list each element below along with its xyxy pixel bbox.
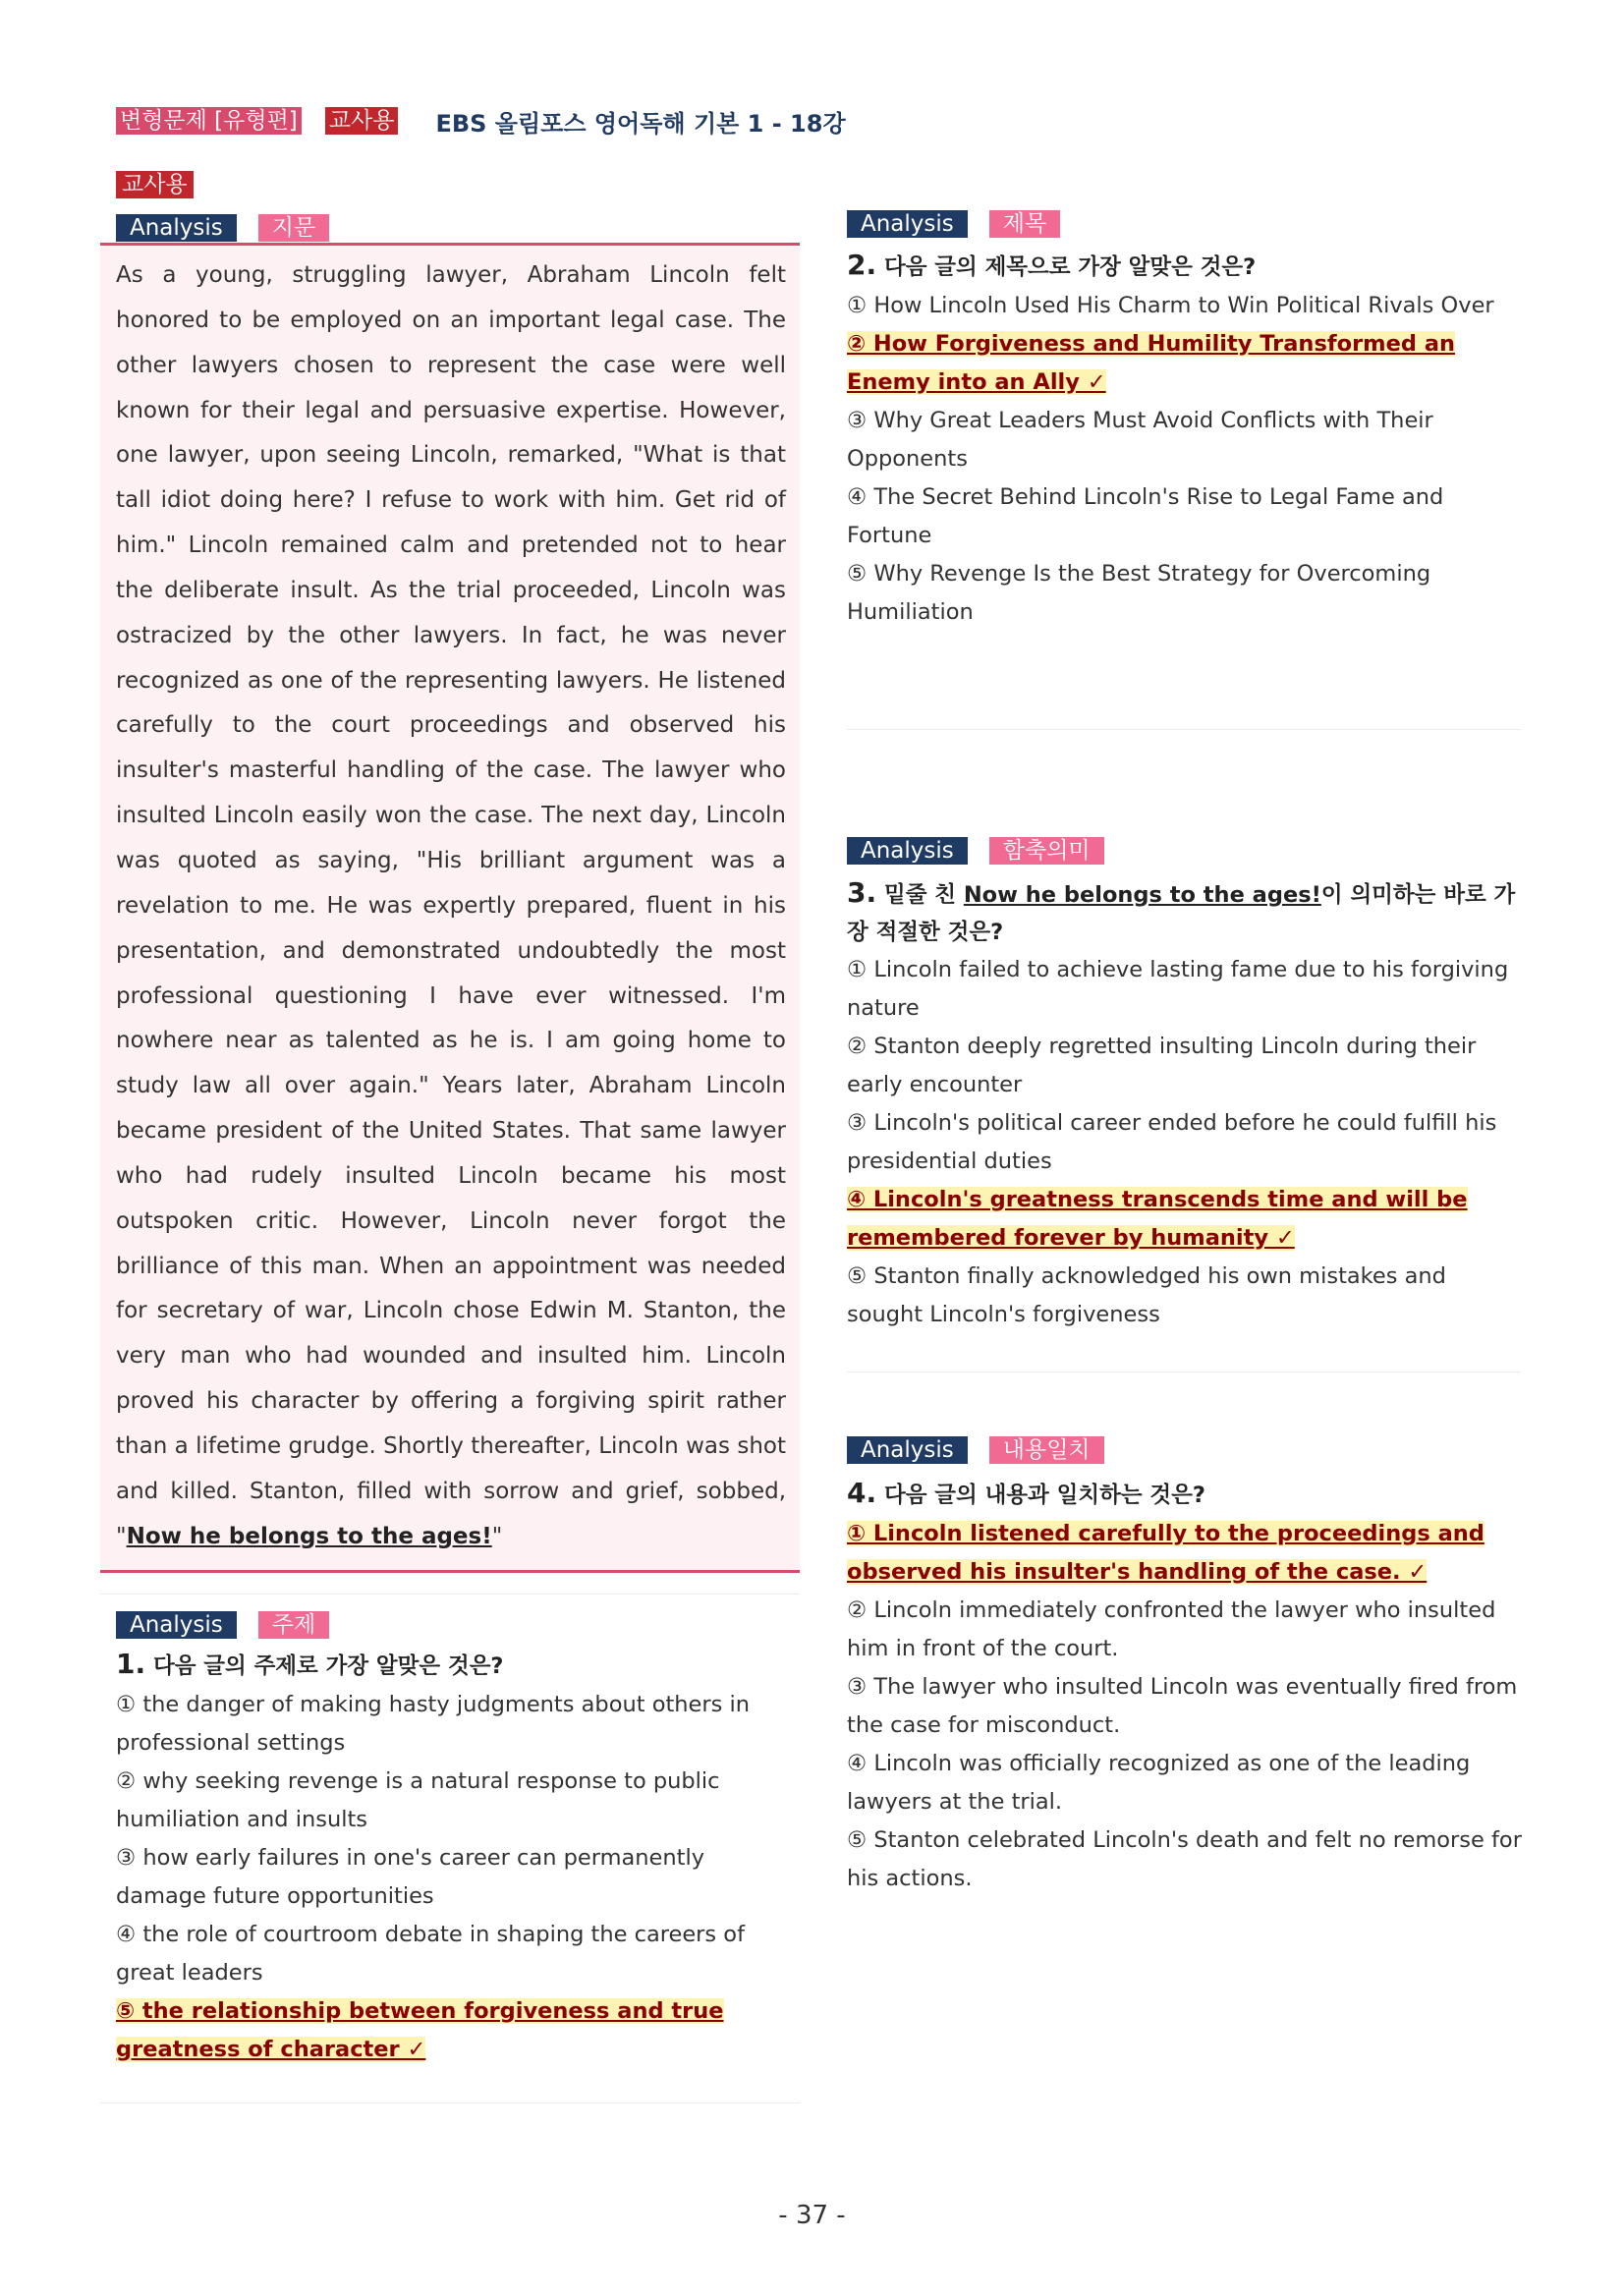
page-header [116, 104, 846, 138]
question-prompt: 4. 다음 글의 내용과 일치하는 것은? [847, 1477, 1205, 1509]
question-prompt: 2. 다음 글의 제목으로 가장 알맞은 것은? [847, 249, 1257, 281]
option-5[interactable]: ⑤ Stanton finally acknowledged his own mistakes and sought Lincoln's forgiveness [847, 1263, 1446, 1327]
option-3[interactable]: ③ Lincoln's political career ended before he could fulfill his presidential duties [847, 1110, 1497, 1174]
analysis-badge: Analysis [847, 1436, 968, 1464]
option-2[interactable]: ② Stanton deeply regretted insulting Lincoln during their early encounter [847, 1034, 1477, 1097]
section-badge-topic: 주제 [258, 1611, 329, 1639]
q1-label [116, 1611, 329, 1639]
question-prompt: 3. 밑줄 친 Now he belongs to the ages!이 의미하는 바로 가장 적절한 것은? [847, 876, 1516, 945]
option-5[interactable]: ⑤ Stanton celebrated Lincoln's death and felt no remorse for his actions. [847, 1827, 1522, 1891]
teacher-label: 교사용 [116, 171, 194, 198]
section-badge-passage: 지문 [258, 214, 329, 242]
option-5-correct[interactable]: ⑤ the relationship between forgiveness and true greatness of character ✓ [116, 1998, 724, 2062]
section-badge-title: 제목 [989, 210, 1060, 238]
analysis-badge: Analysis [116, 214, 237, 242]
divider [100, 2102, 800, 2103]
option-3[interactable]: ③ how early failures in one's career can permanently damage future opportunities [116, 1845, 705, 1909]
analysis-badge: Analysis [847, 210, 968, 238]
underlined-phrase: Now he belongs to the ages! [126, 1523, 492, 1549]
section-badge-content: 내용일치 [989, 1436, 1104, 1464]
passage-box [100, 243, 800, 1573]
option-2-correct[interactable]: ② How Forgiveness and Humility Transformed an Enemy into an Ally ✓ [847, 331, 1456, 395]
passage-text: As a young, struggling lawyer, Abraham Lincoln felt honored to be employed on an important legal case. The other lawyers chosen to represent the case were well known for their legal and persuasive expertise. However, one lawyer, upon seeing Lincoln, remarked, "What is that tall idiot doing here? I refuse to work with him. Get rid of him." Lincoln remained calm and pretended not to hear the deliberate insult. As the trial proceeded, Lincoln was ostracized by the other lawyers. In fact, he was never recognized as one of the representing lawyers. He listened carefully to the court proceedings and observed his insulter's masterful handling of the case. The lawyer who insulted Lincoln easily won the case. The next day, Lincoln was quoted as saying, "His brilliant argument was a revelation to me. He was expertly prepared, fluent in his presentation, and demonstrated undoubtedly the most professional questioning I have ever witnessed. I'm nowhere near as talented as he is. I am going home to study law all over again." Years later, Abraham Lincoln became president of the United States. That same lawyer who had rudely insulted Lincoln became his most outspoken critic. However, Lincoln never forgot the brilliance of this man. When an appointment was needed for secretary of war, Lincoln chose Edwin M. Stanton, the very man who had wounded and insulted him. Lincoln proved his character by offering a forgiving spirit rather than a lifetime grudge. Shortly thereafter, Lincoln was shot and killed. Stanton, filled with sorrow and grief, sobbed, "Now he belongs to the ages!" [116, 262, 786, 1549]
option-4[interactable]: ④ Lincoln was officially recognized as one of the leading lawyers at the trial. [847, 1751, 1471, 1815]
question-4 [847, 1474, 1525, 1898]
underlined-phrase: Now he belongs to the ages! [963, 882, 1321, 908]
header-title: EBS 올림포스 영어독해 기본 1 - 18강 [435, 109, 846, 138]
option-1-correct[interactable]: ① Lincoln listened carefully to the proceedings and observed his insulter's handling of the case. ✓ [847, 1521, 1484, 1585]
question-2 [847, 246, 1525, 632]
option-1[interactable]: ① How Lincoln Used His Charm to Win Political Rivals Over [847, 293, 1494, 318]
question-1 [116, 1645, 786, 2069]
analysis-badge: Analysis [116, 1611, 237, 1639]
option-1[interactable]: ① the danger of making hasty judgments about others in professional settings [116, 1692, 751, 1756]
q2-label [847, 210, 1060, 238]
analysis-badge: Analysis [847, 837, 968, 865]
option-3[interactable]: ③ The lawyer who insulted Lincoln was eventually fired from the case for misconduct. [847, 1674, 1518, 1738]
option-1[interactable]: ① Lincoln failed to achieve lasting fame due to his forgiving nature [847, 957, 1509, 1021]
option-5[interactable]: ⑤ Why Revenge Is the Best Strategy for Overcoming Humiliation [847, 561, 1431, 625]
option-4[interactable]: ④ The Secret Behind Lincoln's Rise to Legal Fame and Fortune [847, 484, 1444, 548]
section-badge-implication: 함축의미 [989, 837, 1104, 865]
divider [847, 729, 1521, 730]
question-prompt: 1. 다음 글의 주제로 가장 알맞은 것은? [116, 1648, 504, 1680]
question-3 [847, 874, 1525, 1334]
option-4-correct[interactable]: ④ Lincoln's greatness transcends time and will be remembered forever by humanity ✓ [847, 1187, 1468, 1251]
option-4[interactable]: ④ the role of courtroom debate in shaping the careers of great leaders [116, 1922, 745, 1986]
teacher-tag: 교사용 [325, 107, 399, 135]
passage-label [116, 214, 329, 242]
type-tag: 변형문제 [유형편] [116, 107, 302, 135]
divider [100, 1594, 800, 1595]
q3-label [847, 837, 1104, 865]
option-2[interactable]: ② Lincoln immediately confronted the lawyer who insulted him in front of the court. [847, 1597, 1496, 1661]
option-3[interactable]: ③ Why Great Leaders Must Avoid Conflicts with Their Opponents [847, 408, 1433, 472]
option-2[interactable]: ② why seeking revenge is a natural response to public humiliation and insults [116, 1768, 720, 1832]
page-number: - 37 - [778, 2201, 846, 2230]
q4-label [847, 1436, 1104, 1464]
